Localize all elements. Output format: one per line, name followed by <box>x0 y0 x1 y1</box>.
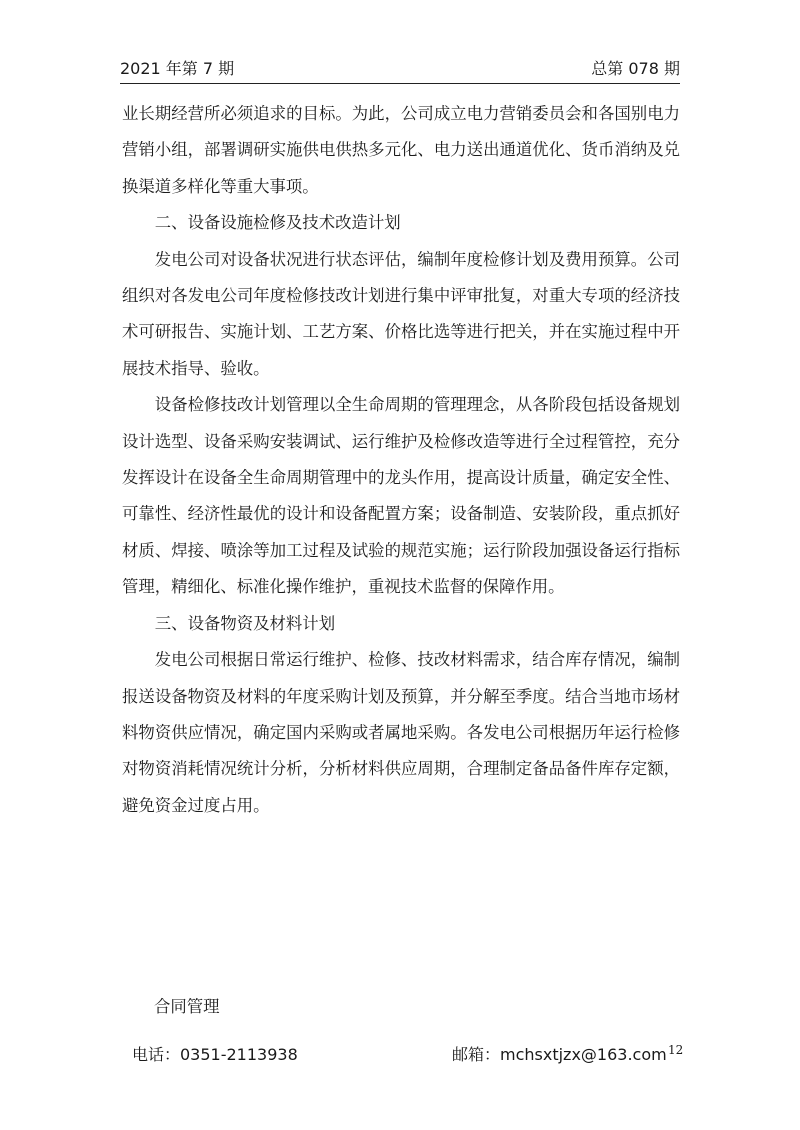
paragraph-maintenance-plan: 发电公司对设备状况进行状态评估，编制年度检修计划及费用预算。公司组织对各发电公司年度检修技改计划进行集中评审批复，对重大专项的经济技术可研报告、实施计划、工艺方案、价格比选等进行把关，并在实施过程中开展技术指导、验收。 <box>122 249 680 378</box>
footer-phone: 电话：0351-2113938 <box>132 1045 298 1064</box>
paragraph-continued: 业长期经营所必须追求的目标。为此，公司成立电力营销委员会和各国别电力营销小组，部署调研实施供电供热多元化、电力送出通道优化、货币消纳及兑换渠道多样化等重大事项。 <box>122 104 680 196</box>
footer-email: 邮箱：mchsxtjzx@163.com <box>452 1045 667 1064</box>
page-header <box>120 56 680 82</box>
paragraph-lifecycle-management: 设备检修技改计划管理以全生命周期的管理理念，从各阶段包括设备规划设计选型、设备采购安装调试、运行维护及检修改造等进行全过程管控，充分发挥设计在设备全生命周期管理中的龙头作用，提高设计质量，确定安全性、可靠性、经济性最优的设计和设备配置方案；设备制造、安装阶段，重点抓好材质、焊接、喷涂等加工过程及试验的规范实施；运行阶段加强设备运行指标管理，精细化、标准化操作维护，重视技术监督的保障作用。 <box>122 395 680 597</box>
article-body <box>122 96 680 824</box>
issue-number: 总第 078 期 <box>591 59 680 78</box>
section-heading-materials: 三、设备物资及材料计划 <box>154 613 336 633</box>
page-number: 12 <box>668 1043 684 1057</box>
header-divider <box>120 83 680 84</box>
section-heading-maintenance: 二、设备设施检修及技术改造计划 <box>154 213 401 233</box>
section-label-contract-management: 合同管理 <box>154 997 220 1016</box>
issue-date: 2021 年第 7 期 <box>120 59 235 78</box>
paragraph-materials-plan: 发电公司根据日常运行维护、检修、技改材料需求，结合库存情况，编制报送设备物资及材料的年度采购计划及预算，并分解至季度。结合当地市场材料物资供应情况，确定国内采购或者属地采购。各发电公司根据历年运行检修对物资消耗情况统计分析，分析材料供应周期，合理制定备品备件库存定额，避免资金过度占用。 <box>122 650 680 815</box>
